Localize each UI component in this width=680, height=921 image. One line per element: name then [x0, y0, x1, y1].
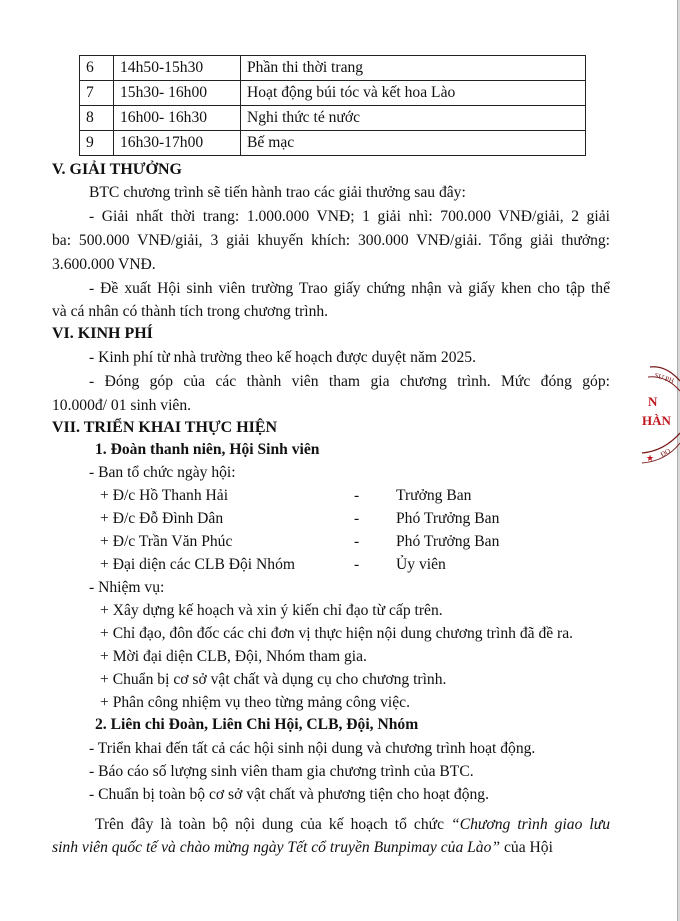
- duty-item: + Chỉ đạo, đôn đốc các chi đơn vị thực hiện nội dung chương trình đã đề ra.: [100, 625, 574, 642]
- row-activity: Hoạt động búi tóc và kết hoa Lào: [241, 81, 586, 106]
- table-row: [80, 81, 586, 106]
- seal-ring-icon: [636, 355, 680, 480]
- seal-text-bottom: ĐO: [659, 446, 672, 459]
- task-item: - Chuẩn bị toàn bộ cơ sở vật chất và phương tiện cho hoạt động.: [89, 786, 489, 803]
- table-row: [80, 56, 586, 81]
- row-activity: Nghi thức té nước: [241, 106, 586, 131]
- row-number: 7: [80, 81, 114, 106]
- budget-line: - Đóng góp của các thành viên tham gia chương trình. Mức đóng góp:: [89, 373, 610, 390]
- budget-line: - Kinh phí từ nhà trường theo kế hoạch được duyệt năm 2025.: [89, 349, 476, 366]
- member-name: + Đ/c Hồ Thanh Hải: [100, 487, 229, 504]
- member-role: Phó Trưởng Ban: [396, 510, 500, 527]
- row-time: 14h50-15h30: [114, 56, 241, 81]
- closing-text: Trên đây là toàn bộ nội dung của kế hoạch tổ chức: [95, 816, 452, 833]
- member-dash: -: [354, 510, 360, 527]
- member-dash: -: [354, 556, 360, 573]
- section-heading-budget: VI. KINH PHÍ: [52, 325, 153, 342]
- closing-line-2: [52, 838, 553, 858]
- row-time: 16h00- 16h30: [114, 106, 241, 131]
- seal-text-mid: HÀN: [642, 413, 671, 428]
- table-row: [80, 106, 586, 131]
- member-name: + Đ/c Đỗ Đình Dân: [100, 510, 224, 527]
- member-name: + Đ/c Trần Văn Phúc: [100, 533, 233, 550]
- member-dash: -: [354, 487, 360, 504]
- seal-text-top: SƯ PH: [653, 371, 675, 386]
- row-activity: Phần thi thời trang: [241, 56, 586, 81]
- member-role: Ủy viên: [396, 556, 446, 573]
- awards-line: và cá nhân có thành tích trong chương trình.: [52, 303, 329, 320]
- seal-text-mid: N: [648, 394, 658, 409]
- awards-intro: BTC chương trình sẽ tiến hành trao các giải thưởng sau đây:: [89, 184, 466, 201]
- subheading-branches: 2. Liên chi Đoàn, Liên Chi Hội, CLB, Đội, Nhóm: [95, 716, 419, 733]
- row-number: 6: [80, 56, 114, 81]
- closing-program-title: sinh viên quốc tế và chào mừng ngày Tết cổ truyền Bunpimay của Lào”: [52, 839, 501, 856]
- official-seal: [636, 355, 680, 480]
- closing-program-title: “Chương trình giao lưu: [451, 816, 611, 833]
- row-number: 9: [80, 131, 114, 156]
- awards-line: - Giải nhất thời trang: 1.000.000 VNĐ; 1 giải nhì: 700.000 VNĐ/giải, 2 giải: [89, 208, 610, 225]
- row-time: 16h30-17h00: [114, 131, 241, 156]
- duty-label: - Nhiệm vụ:: [89, 579, 165, 596]
- closing-line-1: [95, 815, 610, 835]
- closing-text: của Hội: [500, 839, 553, 856]
- table-row: [80, 131, 586, 156]
- board-label: - Ban tổ chức ngày hội:: [89, 464, 236, 481]
- row-number: 8: [80, 106, 114, 131]
- section-heading-implementation: VII. TRIỂN KHAI THỰC HIỆN: [52, 419, 278, 436]
- member-role: Trưởng Ban: [396, 487, 472, 504]
- awards-line: 3.600.000 VNĐ.: [52, 256, 156, 273]
- member-role: Phó Trưởng Ban: [396, 533, 500, 550]
- task-item: - Báo cáo số lượng sinh viên tham gia chương trình của BTC.: [89, 763, 474, 780]
- duty-item: + Mời đại diện CLB, Đội, Nhóm tham gia.: [100, 648, 367, 665]
- awards-line: ba: 500.000 VNĐ/giải, 3 giải khuyến khích: 300.000 VNĐ/giải. Tổng giải thưởng:: [52, 232, 610, 249]
- awards-line: - Đề xuất Hội sinh viên trường Trao giấy chứng nhận và giấy khen cho tập thể: [89, 280, 610, 297]
- duty-item: + Phân công nhiệm vụ theo từng mảng công việc.: [100, 694, 411, 711]
- duty-item: + Chuẩn bị cơ sở vật chất và dụng cụ cho chương trình.: [100, 671, 447, 688]
- member-dash: -: [354, 533, 360, 550]
- schedule-table: [79, 55, 586, 156]
- row-time: 15h30- 16h00: [114, 81, 241, 106]
- seal-star-icon: ★: [646, 453, 655, 463]
- duty-item: + Xây dựng kế hoạch và xin ý kiến chỉ đạo từ cấp trên.: [100, 602, 443, 619]
- subheading-youth-union: 1. Đoàn thanh niên, Hội Sinh viên: [95, 441, 320, 458]
- section-heading-awards: V. GIẢI THƯỞNG: [52, 161, 182, 178]
- member-name: + Đại diện các CLB Đội Nhóm: [100, 556, 296, 573]
- budget-line: 10.000đ/ 01 sinh viên.: [52, 397, 192, 414]
- task-item: - Triển khai đến tất cả các hội sinh nội dung và chương trình hoạt động.: [89, 740, 536, 757]
- row-activity: Bế mạc: [241, 131, 586, 156]
